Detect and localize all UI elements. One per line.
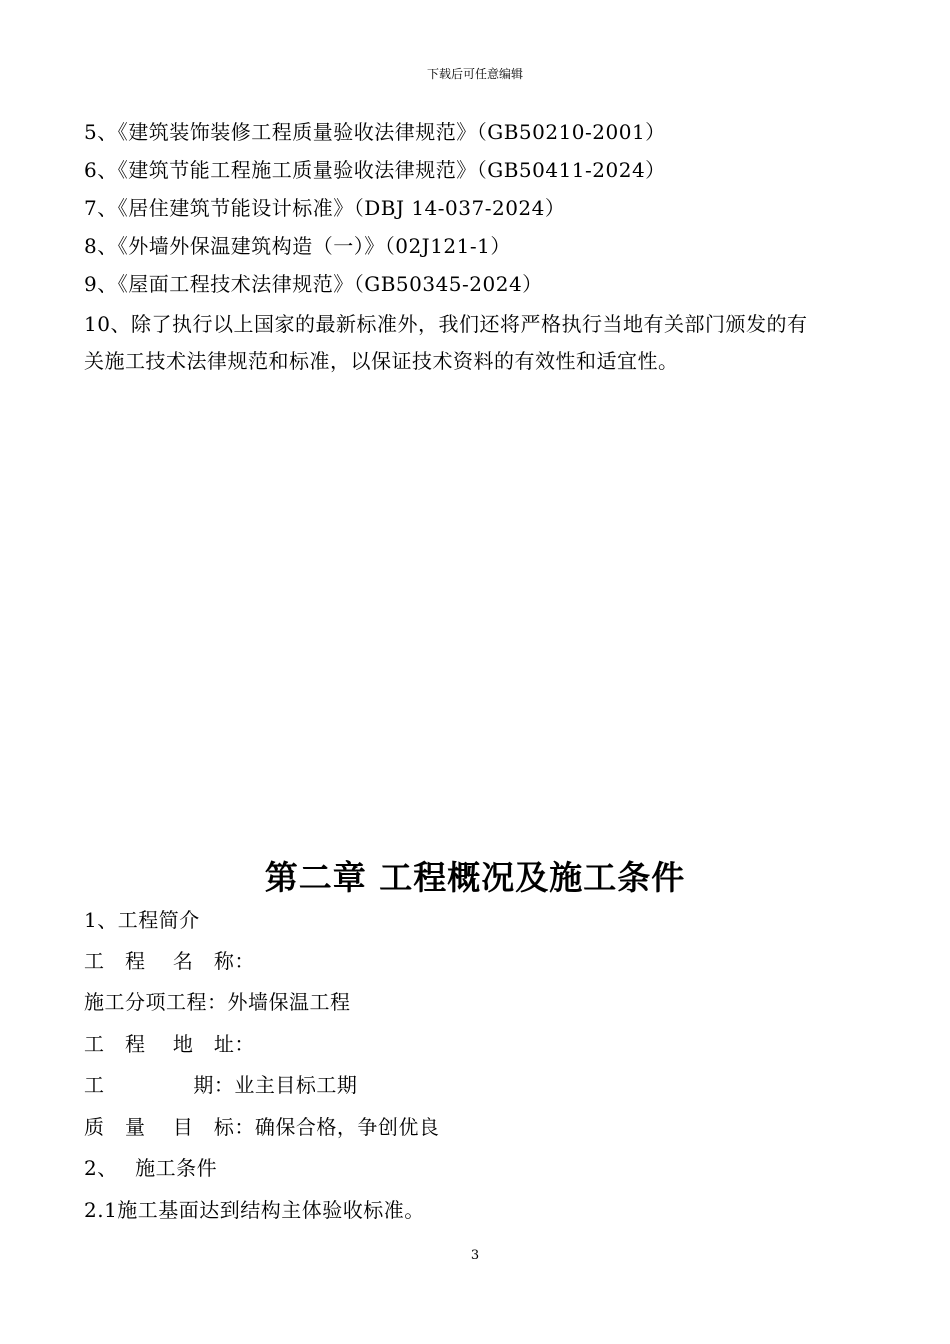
page-number: 3 [470,1248,480,1263]
reference-item-10: 10、除了执行以上国家的最新标准外，我们还将严格执行当地有关部门颁发的有 [84,312,808,336]
field-project-address: 工 程 地 址： [84,1032,255,1056]
reference-item-6: 6、《建筑节能工程施工质量验收法律规范》（GB50411-2024） [84,158,666,182]
reference-item-5: 5、《建筑装饰装修工程质量验收法律规范》（GB50210-2001） [84,120,666,144]
section-heading-construction-conditions: 2、 施工条件 [84,1156,218,1180]
reference-item-9: 9、《屋面工程技术法律规范》（GB50345-2024） [84,272,543,296]
reference-item-7: 7、《居住建筑节能设计标准》（DBJ 14-037-2024） [84,196,566,220]
section-heading-project-intro: 1、工程简介 [84,908,200,932]
field-quality-goal: 质 量 目 标：确保合格，争创优良 [84,1115,440,1139]
condition-item-2-1: 2.1施工基面达到结构主体验收标准。 [84,1198,425,1222]
chapter-title: 第二章 工程概况及施工条件 [264,858,686,897]
field-schedule: 工 期：业主目标工期 [84,1073,358,1097]
reference-item-8: 8、《外墙外保温建筑构造（一）》（02J121-1） [84,234,511,258]
page-header-note: 下载后可任意编辑 [426,67,523,81]
field-sub-project: 施工分项工程：外墙保温工程 [84,990,351,1014]
reference-item-10-continued: 关施工技术法律规范和标准，以保证技术资料的有效性和适宜性。 [84,349,679,373]
field-project-name: 工 程 名 称： [84,949,255,973]
